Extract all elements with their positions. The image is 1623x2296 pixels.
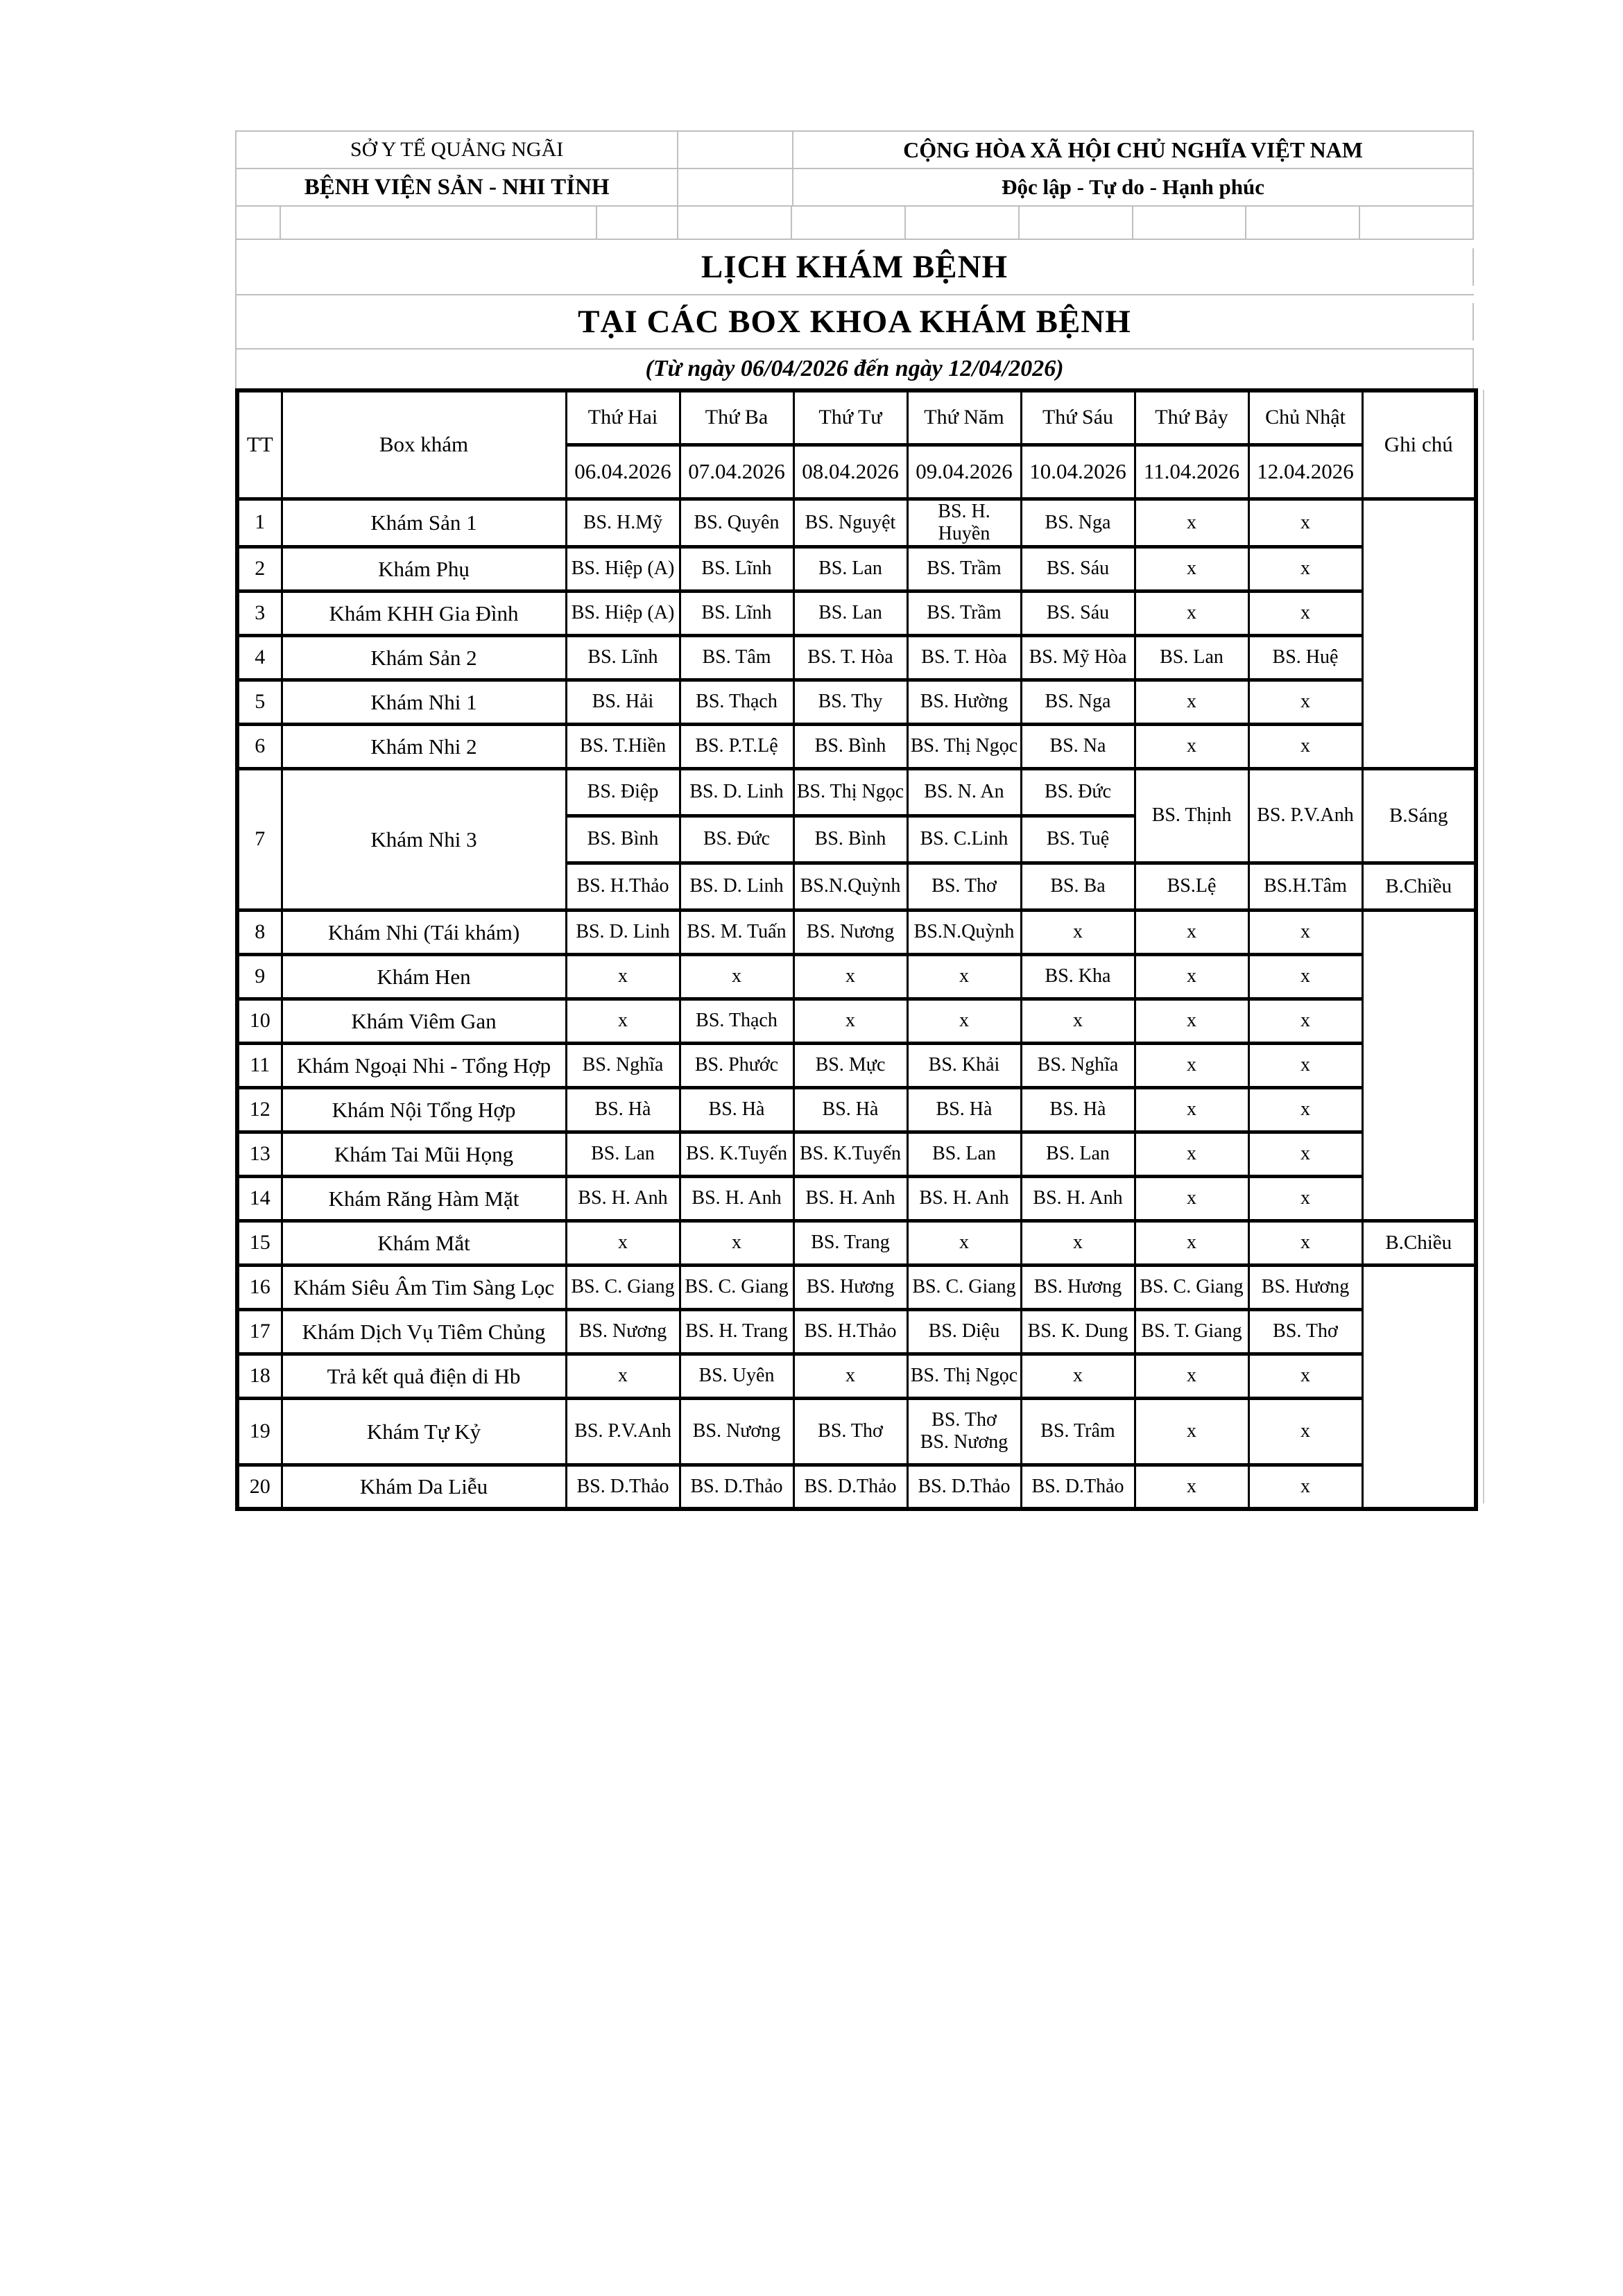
date-wednesday: 08.04.2026 <box>793 444 907 499</box>
empty-mark-cell: x <box>1248 1220 1362 1265</box>
row-number-cell: 11 <box>237 1043 282 1087</box>
empty-mark-cell: x <box>566 999 680 1043</box>
national-motto-line2: Độc lập - Tự do - Hạnh phúc <box>793 169 1474 205</box>
doctor-cell: BS. Bình <box>793 815 907 863</box>
doctor-cell: BS. Thơ <box>1248 1309 1362 1354</box>
letterhead-gap-cell <box>678 169 793 205</box>
col-header-thursday: Thứ Năm <box>907 390 1021 444</box>
doctor-cell: BS. C.Linh <box>907 815 1021 863</box>
doctor-cell: BS. T. Hòa <box>793 635 907 680</box>
doctor-cell: BS. K.Tuyến <box>680 1132 793 1176</box>
letterhead-row-2 <box>235 169 1474 207</box>
empty-mark-cell: x <box>1248 1398 1362 1465</box>
doctor-cell: BS. C. Giang <box>1135 1265 1248 1309</box>
doctor-cell: BS. Trầm <box>907 591 1021 635</box>
doctor-cell: BS. Nương <box>793 910 907 954</box>
doctor-cell: BS. Hiệp (A) <box>566 591 680 635</box>
doctor-cell: BS. P.V.Anh <box>566 1398 680 1465</box>
doctor-cell: BS. Hương <box>1021 1265 1135 1309</box>
schedule-row <box>237 1043 1476 1087</box>
empty-grid-row <box>235 207 1474 240</box>
doctor-cell: BS. Kha <box>1021 954 1135 999</box>
doctor-cell: BS. Quyên <box>680 499 793 546</box>
doctor-cell: BS. Lan <box>793 546 907 591</box>
row-number-cell: 10 <box>237 999 282 1043</box>
empty-mark-cell: x <box>1248 546 1362 591</box>
note-cell <box>1362 910 1476 1220</box>
schedule-row <box>237 635 1476 680</box>
doctor-cell: BS. Diệu <box>907 1309 1021 1354</box>
doctor-cell: BS. C. Giang <box>907 1265 1021 1309</box>
empty-mark-cell: x <box>793 954 907 999</box>
empty-mark-cell: x <box>1248 591 1362 635</box>
doctor-cell: BS. D.Thảo <box>1021 1465 1135 1509</box>
box-name-cell: Khám Siêu Âm Tim Sàng Lọc <box>282 1265 566 1309</box>
empty-mark-cell: x <box>566 1220 680 1265</box>
row-number-cell: 13 <box>237 1132 282 1176</box>
col-header-sunday: Chủ Nhật <box>1248 390 1362 444</box>
schedule-row <box>237 591 1476 635</box>
schedule-row <box>237 768 1476 815</box>
box-name-cell: Khám Phụ <box>282 546 566 591</box>
doctor-cell: BS. Hường <box>907 680 1021 724</box>
schedule-row <box>237 1220 1476 1265</box>
empty-mark-cell: x <box>566 1354 680 1398</box>
box-name-cell: Khám Sản 1 <box>282 499 566 546</box>
doctor-cell: BS. Thy <box>793 680 907 724</box>
national-motto-line1: CỘNG HÒA XÃ HỘI CHỦ NGHĨA VIỆT NAM <box>793 132 1474 168</box>
schedule-row <box>237 680 1476 724</box>
letterhead-gap-cell <box>678 132 793 168</box>
col-header-friday: Thứ Sáu <box>1021 390 1135 444</box>
row-number-cell: 6 <box>237 724 282 768</box>
doctor-cell: BS. H. Anh <box>907 1176 1021 1220</box>
box-name-cell: Khám Tai Mũi Họng <box>282 1132 566 1176</box>
empty-mark-cell: x <box>1135 1132 1248 1176</box>
doctor-cell: BS. Thị Ngọc <box>793 768 907 815</box>
col-header-tt: TT <box>237 390 282 499</box>
box-name-cell: Khám Nhi 1 <box>282 680 566 724</box>
date-sunday: 12.04.2026 <box>1248 444 1362 499</box>
empty-mark-cell: x <box>1021 910 1135 954</box>
schedule-row <box>237 1309 1476 1354</box>
col-header-box: Box khám <box>282 390 566 499</box>
doctor-cell: BS. Nga <box>1021 499 1135 546</box>
doctor-cell: BS. Nghĩa <box>1021 1043 1135 1087</box>
doctor-cell: BS. Lan <box>566 1132 680 1176</box>
empty-mark-cell: x <box>1248 680 1362 724</box>
empty-mark-cell: x <box>1135 1398 1248 1465</box>
schedule-row <box>237 1176 1476 1220</box>
doctor-cell: BS. Hà <box>680 1087 793 1132</box>
doctor-cell: BS. Mực <box>793 1043 907 1087</box>
doctor-cell: BS.N.Quỳnh <box>793 863 907 910</box>
note-cell: B.Sáng <box>1362 768 1476 863</box>
doctor-cell: BS. T.Hiền <box>566 724 680 768</box>
col-header-note: Ghi chú <box>1362 390 1476 499</box>
schedule-row <box>237 999 1476 1043</box>
date-range-row <box>235 349 1474 390</box>
schedule-row <box>237 1265 1476 1309</box>
doctor-cell: BS. Điệp <box>566 768 680 815</box>
doctor-cell: BS. Ba <box>1021 863 1135 910</box>
row-number-cell: 14 <box>237 1176 282 1220</box>
note-cell: B.Chiều <box>1362 1220 1476 1265</box>
note-cell: B.Chiều <box>1362 863 1476 910</box>
doctor-cell: BS. D. Linh <box>566 910 680 954</box>
doctor-cell: BS. H. Anh <box>680 1176 793 1220</box>
row-number-cell: 15 <box>237 1220 282 1265</box>
empty-mark-cell: x <box>1021 1220 1135 1265</box>
doctor-cell: BS. Lan <box>1021 1132 1135 1176</box>
row-number-cell: 7 <box>237 768 282 910</box>
empty-mark-cell: x <box>793 999 907 1043</box>
doctor-cell: BS. Trang <box>793 1220 907 1265</box>
doctor-cell: BS.Lệ <box>1135 863 1248 910</box>
empty-mark-cell: x <box>1248 1354 1362 1398</box>
empty-mark-cell: x <box>1248 724 1362 768</box>
box-name-cell: Khám Da Liễu <box>282 1465 566 1509</box>
empty-mark-cell: x <box>1135 1354 1248 1398</box>
box-name-cell: Khám Nhi 2 <box>282 724 566 768</box>
doctor-cell: BS. Tuệ <box>1021 815 1135 863</box>
doctor-cell: BS. Lan <box>793 591 907 635</box>
row-number-cell: 8 <box>237 910 282 954</box>
empty-mark-cell: x <box>907 999 1021 1043</box>
doctor-cell: BS.N.Quỳnh <box>907 910 1021 954</box>
schedule-row <box>237 1465 1476 1509</box>
doctor-cell: BS. M. Tuấn <box>680 910 793 954</box>
row-number-cell: 18 <box>237 1354 282 1398</box>
empty-mark-cell: x <box>1248 999 1362 1043</box>
box-name-cell: Khám Nội Tổng Hợp <box>282 1087 566 1132</box>
schedule-row <box>237 499 1476 546</box>
doctor-cell: BS. T. Hòa <box>907 635 1021 680</box>
empty-mark-cell: x <box>1248 1176 1362 1220</box>
doctor-cell: BS. Thơ BS. Nương <box>907 1398 1021 1465</box>
title-row-1 <box>235 240 1474 295</box>
col-header-saturday: Thứ Bảy <box>1135 390 1248 444</box>
empty-mark-cell: x <box>1135 546 1248 591</box>
doctor-cell: BS. H. Anh <box>566 1176 680 1220</box>
doctor-cell: BS. Trâm <box>1021 1398 1135 1465</box>
doctor-cell: BS. Khải <box>907 1043 1021 1087</box>
doctor-cell: BS. H.Thảo <box>793 1309 907 1354</box>
schedule-table <box>235 388 1478 1511</box>
empty-mark-cell: x <box>1248 1132 1362 1176</box>
doctor-cell: BS. H.Thảo <box>566 863 680 910</box>
doctor-cell: BS. Hương <box>793 1265 907 1309</box>
doctor-cell: BS. Hà <box>907 1087 1021 1132</box>
empty-mark-cell: x <box>1135 680 1248 724</box>
doctor-cell: BS. Nương <box>680 1398 793 1465</box>
doctor-cell: BS. Uyên <box>680 1354 793 1398</box>
row-number-cell: 20 <box>237 1465 282 1509</box>
hospital-name: BỆNH VIỆN SẢN - NHI TỈNH <box>237 169 678 205</box>
doctor-cell: BS. Trầm <box>907 546 1021 591</box>
page-title: LỊCH KHÁM BỆNH <box>701 249 1008 285</box>
row-number-cell: 2 <box>237 546 282 591</box>
doctor-cell: BS. D.Thảo <box>680 1465 793 1509</box>
doctor-cell: BS. Na <box>1021 724 1135 768</box>
doctor-cell: BS. N. An <box>907 768 1021 815</box>
date-monday: 06.04.2026 <box>566 444 680 499</box>
empty-mark-cell: x <box>907 1220 1021 1265</box>
box-name-cell: Khám Viêm Gan <box>282 999 566 1043</box>
box-name-cell: Khám Tự Kỷ <box>282 1398 566 1465</box>
doctor-cell: BS. Thơ <box>793 1398 907 1465</box>
empty-mark-cell: x <box>1135 1220 1248 1265</box>
doctor-cell: BS. Phước <box>680 1043 793 1087</box>
doctor-cell: BS. Lĩnh <box>680 591 793 635</box>
title-row-2 <box>235 295 1474 349</box>
col-header-wednesday: Thứ Tư <box>793 390 907 444</box>
box-name-cell: Khám Hen <box>282 954 566 999</box>
doctor-cell: BS. P.V.Anh <box>1248 768 1362 863</box>
doctor-cell: BS. Đức <box>680 815 793 863</box>
date-thursday: 09.04.2026 <box>907 444 1021 499</box>
date-range: (Từ ngày 06/04/2026 đến ngày 12/04/2026) <box>645 356 1064 381</box>
empty-mark-cell: x <box>1248 1087 1362 1132</box>
empty-mark-cell: x <box>1021 1354 1135 1398</box>
col-header-tuesday: Thứ Ba <box>680 390 793 444</box>
box-name-cell: Khám Ngoại Nhi - Tổng Hợp <box>282 1043 566 1087</box>
row-number-cell: 5 <box>237 680 282 724</box>
empty-mark-cell: x <box>1135 1087 1248 1132</box>
empty-mark-cell: x <box>1248 910 1362 954</box>
doctor-cell: BS. H. Anh <box>1021 1176 1135 1220</box>
doctor-cell: BS. D.Thảo <box>566 1465 680 1509</box>
empty-mark-cell: x <box>1135 1176 1248 1220</box>
empty-mark-cell: x <box>1135 591 1248 635</box>
doctor-cell: BS. Thị Ngọc <box>907 724 1021 768</box>
doctor-cell: BS. Thạch <box>680 680 793 724</box>
row-number-cell: 16 <box>237 1265 282 1309</box>
row-number-cell: 1 <box>237 499 282 546</box>
doctor-cell: BS. Huệ <box>1248 635 1362 680</box>
sheet-gridline <box>1483 390 1484 1503</box>
schedule-row <box>237 954 1476 999</box>
doctor-cell: BS. D.Thảo <box>793 1465 907 1509</box>
empty-mark-cell: x <box>1248 954 1362 999</box>
date-friday: 10.04.2026 <box>1021 444 1135 499</box>
doctor-cell: BS. Hương <box>1248 1265 1362 1309</box>
empty-mark-cell: x <box>1135 499 1248 546</box>
doctor-cell: BS. D.Thảo <box>907 1465 1021 1509</box>
row-number-cell: 4 <box>237 635 282 680</box>
page-subtitle-location: TẠI CÁC BOX KHOA KHÁM BỆNH <box>578 304 1131 340</box>
doctor-cell: BS. Bình <box>566 815 680 863</box>
doctor-cell: BS. Thị Ngọc <box>907 1354 1021 1398</box>
box-name-cell: Khám Nhi (Tái khám) <box>282 910 566 954</box>
empty-mark-cell: x <box>566 954 680 999</box>
letterhead <box>235 130 1474 390</box>
doctor-cell: BS. Hà <box>793 1087 907 1132</box>
row-number-cell: 19 <box>237 1398 282 1465</box>
box-name-cell: Khám Mắt <box>282 1220 566 1265</box>
empty-mark-cell: x <box>1248 1465 1362 1509</box>
doctor-cell: BS. Lĩnh <box>566 635 680 680</box>
row-number-cell: 12 <box>237 1087 282 1132</box>
doctor-cell: BS. H.Mỹ <box>566 499 680 546</box>
doctor-cell: BS. Thịnh <box>1135 768 1248 863</box>
schedule-row <box>237 1132 1476 1176</box>
doctor-cell: BS. C. Giang <box>680 1265 793 1309</box>
doctor-cell: BS. Hải <box>566 680 680 724</box>
doctor-cell: BS. T. Giang <box>1135 1309 1248 1354</box>
empty-mark-cell: x <box>680 954 793 999</box>
doctor-cell: BS. H. Huyền <box>907 499 1021 546</box>
schedule-row <box>237 546 1476 591</box>
health-department-name: SỞ Y TẾ QUẢNG NGÃI <box>237 132 678 168</box>
empty-mark-cell: x <box>680 1220 793 1265</box>
doctor-cell: BS. Thạch <box>680 999 793 1043</box>
doctor-cell: BS. Lĩnh <box>680 546 793 591</box>
schedule-row <box>237 1087 1476 1132</box>
schedule-row <box>237 1398 1476 1465</box>
doctor-cell: BS. H. Trang <box>680 1309 793 1354</box>
empty-mark-cell: x <box>1248 1043 1362 1087</box>
doctor-cell: BS. Tâm <box>680 635 793 680</box>
col-header-monday: Thứ Hai <box>566 390 680 444</box>
row-number-cell: 9 <box>237 954 282 999</box>
doctor-cell: BS. Hà <box>566 1087 680 1132</box>
doctor-cell: BS. D. Linh <box>680 768 793 815</box>
box-name-cell: Khám Dịch Vụ Tiêm Chủng <box>282 1309 566 1354</box>
empty-mark-cell: x <box>907 954 1021 999</box>
empty-mark-cell: x <box>1021 999 1135 1043</box>
doctor-cell: BS. Nga <box>1021 680 1135 724</box>
doctor-cell: BS. D. Linh <box>680 863 793 910</box>
row-number-cell: 17 <box>237 1309 282 1354</box>
doctor-cell: BS. Lan <box>1135 635 1248 680</box>
empty-mark-cell: x <box>1135 954 1248 999</box>
schedule-row <box>237 1354 1476 1398</box>
schedule-body <box>237 499 1476 1509</box>
date-tuesday: 07.04.2026 <box>680 444 793 499</box>
header-day-row <box>237 390 1476 444</box>
box-name-cell: Khám Nhi 3 <box>282 768 566 910</box>
letterhead-row-1 <box>235 132 1474 169</box>
empty-mark-cell: x <box>1135 1465 1248 1509</box>
empty-mark-cell: x <box>793 1354 907 1398</box>
doctor-cell: BS. K. Dung <box>1021 1309 1135 1354</box>
doctor-cell: BS. Đức <box>1021 768 1135 815</box>
date-saturday: 11.04.2026 <box>1135 444 1248 499</box>
schedule-row <box>237 910 1476 954</box>
doctor-cell: BS. P.T.Lệ <box>680 724 793 768</box>
doctor-cell: BS. Lan <box>907 1132 1021 1176</box>
doctor-cell: BS. K.Tuyến <box>793 1132 907 1176</box>
note-cell <box>1362 1265 1476 1509</box>
doctor-cell: BS. H. Anh <box>793 1176 907 1220</box>
empty-mark-cell: x <box>1135 724 1248 768</box>
doctor-cell: BS. C. Giang <box>566 1265 680 1309</box>
doctor-cell: BS. Mỹ Hòa <box>1021 635 1135 680</box>
doctor-cell: BS. Thơ <box>907 863 1021 910</box>
row-number-cell: 3 <box>237 591 282 635</box>
box-name-cell: Khám Sản 2 <box>282 635 566 680</box>
empty-mark-cell: x <box>1135 1043 1248 1087</box>
doctor-cell: BS. Hiệp (A) <box>566 546 680 591</box>
empty-mark-cell: x <box>1135 999 1248 1043</box>
doctor-cell: BS.H.Tâm <box>1248 863 1362 910</box>
doctor-cell: BS. Nghĩa <box>566 1043 680 1087</box>
box-name-cell: Khám Răng Hàm Mặt <box>282 1176 566 1220</box>
doctor-cell: BS. Nương <box>566 1309 680 1354</box>
doctor-cell: BS. Hà <box>1021 1087 1135 1132</box>
doctor-cell: BS. Bình <box>793 724 907 768</box>
doctor-cell: BS. Nguyệt <box>793 499 907 546</box>
empty-mark-cell: x <box>1248 499 1362 546</box>
box-name-cell: Khám KHH Gia Đình <box>282 591 566 635</box>
doctor-cell: BS. Sáu <box>1021 591 1135 635</box>
schedule-row <box>237 724 1476 768</box>
empty-mark-cell: x <box>1135 910 1248 954</box>
box-name-cell: Trả kết quả điện di Hb <box>282 1354 566 1398</box>
doctor-cell: BS. Sáu <box>1021 546 1135 591</box>
note-cell <box>1362 499 1476 768</box>
